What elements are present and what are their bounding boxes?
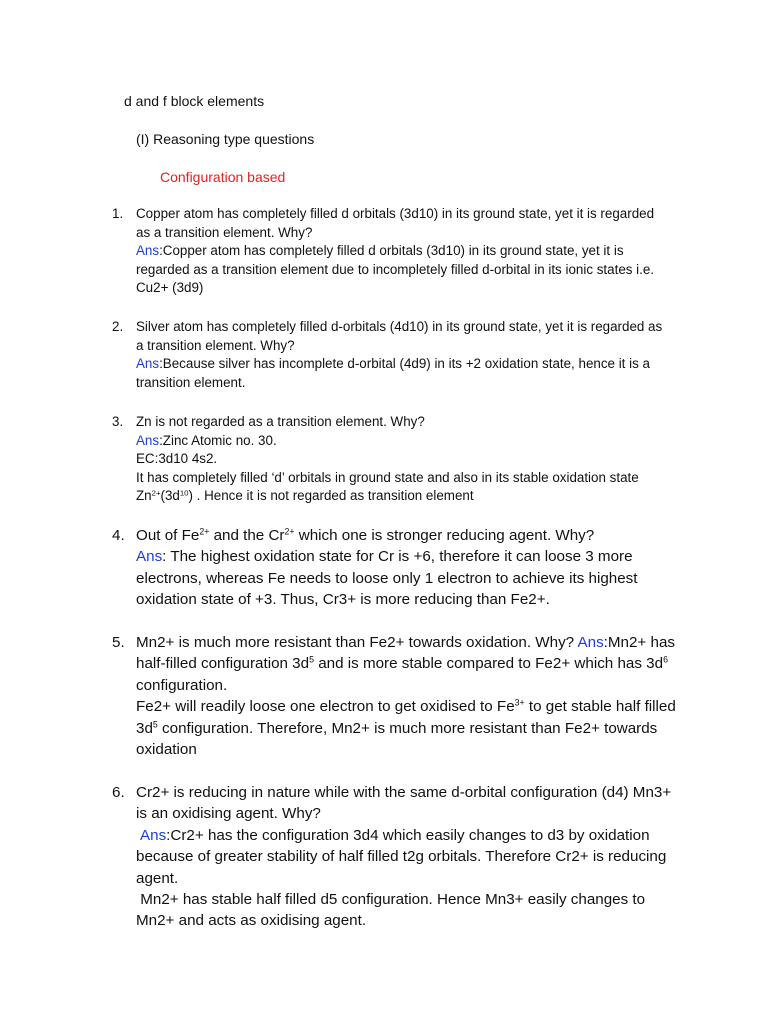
question-text: Copper atom has completely filled d orbitals (3d10) in its ground state, yet it is regarded	[136, 206, 655, 221]
answer-text: electrons, whereas Fe needs to loose only 1 electron to achieve its highest	[136, 569, 638, 587]
answer-text: to get stable half filled	[524, 698, 676, 716]
question-number: 2.	[112, 319, 124, 334]
superscript: 2+	[199, 526, 210, 537]
answer-text: configuration.	[136, 676, 228, 694]
question-body	[136, 782, 692, 932]
answer-text: agent.	[136, 869, 179, 887]
question-text: is an oxidising agent. Why?	[136, 805, 321, 823]
answer-text: 3d	[136, 719, 153, 737]
answer-text: Mn2+ has stable half filled d5 configuration. Hence Mn3+ easily changes to	[136, 891, 646, 909]
question-number: 5.	[112, 634, 125, 651]
question-text: Zn is not regarded as a transition element. Why?	[136, 414, 425, 429]
answer-text: transition element.	[136, 374, 246, 390]
question-body	[136, 525, 692, 611]
answer-text: :Because silver has incomplete d-orbital (4d9) in its +2 oxidation state, hence it is a	[159, 356, 650, 372]
question-number: 4.	[112, 527, 125, 544]
answer-text: Fe2+ will readily loose one electron to get oxidised to Fe	[136, 698, 515, 716]
ans-label: Ans	[136, 548, 163, 566]
answer-text: : The highest oxidation state for Cr is +6, therefore it can loose 3 more	[162, 548, 633, 566]
answer-text: :Cr2+ has the configuration 3d4 which easily changes to d3 by oxidation	[166, 826, 650, 844]
answer-text: Mn2+ and acts as oxidising agent.	[136, 912, 367, 930]
ans-label: Ans	[577, 634, 604, 651]
question-text: Cr2+ is reducing in nature while with the same d-orbital configuration (d4) Mn3+	[136, 784, 672, 801]
question-body	[136, 413, 692, 506]
answer-line	[136, 653, 692, 674]
answer-line	[136, 696, 692, 717]
superscript: 5	[309, 655, 314, 666]
ans-label: Ans	[136, 243, 160, 259]
question-text-part: Mn2+ is much more resistant than Fe2+ towards oxidation. Why?	[136, 634, 578, 651]
formula-text: (3d	[160, 488, 180, 504]
answer-text: :Mn2+ has	[603, 634, 676, 651]
question-text: as a transition element. Why?	[136, 224, 313, 240]
question-number: 1.	[112, 206, 124, 221]
answer-line	[136, 546, 692, 567]
answer-text: configuration. Therefore, Mn2+ is much more resistant than Fe2+ towards	[157, 719, 658, 737]
question-text: a transition element. Why?	[136, 337, 295, 353]
answer-line	[136, 432, 692, 451]
superscript: 10	[179, 488, 189, 498]
superscript: 2+	[284, 526, 295, 537]
question-text-part: Out of Fe	[136, 527, 200, 544]
question-number: 6.	[112, 784, 125, 801]
answer-text: It has completely filled ‘d’ orbitals in ground state and also in its stable oxidation state	[136, 469, 639, 485]
document-title: d and f block elements	[124, 93, 265, 109]
question-body	[136, 318, 692, 392]
question-text	[136, 632, 692, 653]
answer-line	[136, 487, 692, 506]
subsection-title: Configuration based	[160, 169, 286, 185]
formula-text: Zn	[136, 488, 152, 504]
question-body	[136, 205, 692, 298]
answer-text: because of greater stability of half filled t2g orbitals. Therefore Cr2+ is reducing	[136, 848, 667, 866]
answer-text: :Copper atom has completely filled d orbitals (3d10) in its ground state, yet it is	[159, 243, 624, 259]
section-title: (I) Reasoning type questions	[136, 131, 315, 147]
question-number: 3.	[112, 414, 124, 429]
answer-text: half-filled configuration 3d	[136, 655, 310, 673]
ans-label: Ans	[136, 356, 160, 372]
answer-text: :Zinc Atomic no. 30.	[159, 432, 277, 448]
answer-line	[136, 355, 692, 374]
answer-text: EC:3d10 4s2.	[136, 451, 218, 467]
answer-text: oxidation	[136, 741, 197, 759]
question-text	[136, 525, 692, 546]
question-text-part: which one is stronger reducing agent. Why?	[294, 527, 595, 544]
answer-text: Cu2+ (3d9)	[136, 280, 204, 296]
superscript: 2+	[151, 488, 161, 498]
superscript: 3+	[514, 697, 525, 708]
ans-label: Ans	[136, 432, 160, 448]
question-body	[136, 632, 692, 760]
answer-text: and is more stable compared to Fe2+ which has 3d	[313, 655, 664, 673]
superscript: 5	[152, 719, 158, 730]
answer-line	[136, 718, 692, 739]
answer-text: regarded as a transition element due to incompletely filled d-orbital in its ionic states i.e.	[136, 261, 655, 277]
answer-line	[136, 825, 692, 846]
answer-text: oxidation state of +3. Thus, Cr3+ is more reducing than Fe2+.	[136, 591, 550, 609]
answer-text: ) . Hence it is not regarded as transition element	[188, 488, 474, 504]
question-text: Silver atom has completely filled d-orbitals (4d10) in its ground state, yet it is regarded as	[136, 319, 663, 334]
superscript: 6	[663, 655, 668, 666]
ans-label: Ans	[140, 826, 167, 844]
answer-line	[136, 242, 692, 261]
question-text-part: and the Cr	[209, 527, 285, 544]
